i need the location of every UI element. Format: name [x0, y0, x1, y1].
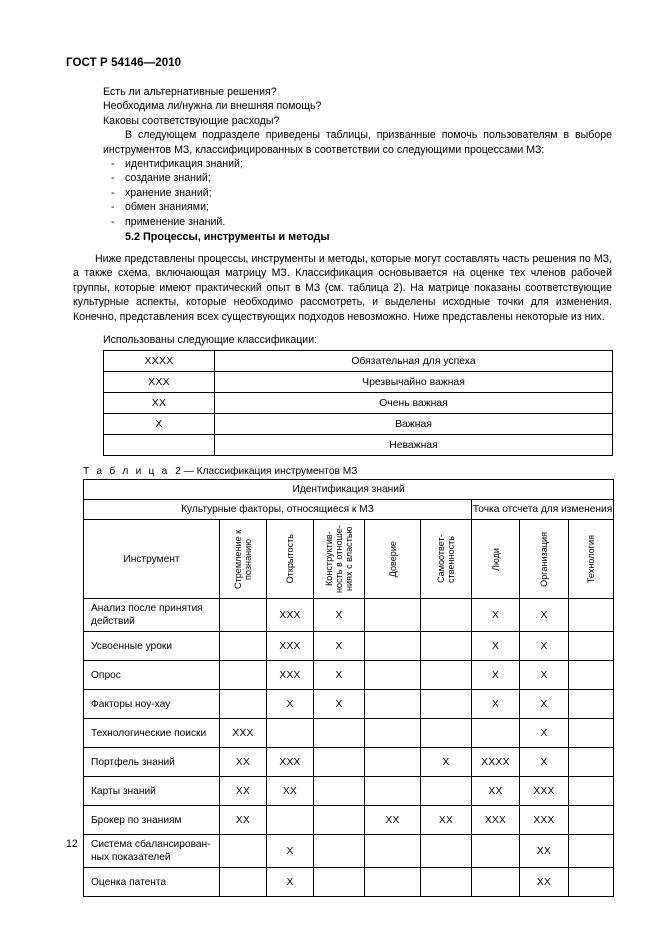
bullet-dash: -	[111, 158, 115, 171]
bullet-dash: -	[111, 172, 115, 185]
matrix-cell	[365, 719, 421, 748]
table-row	[84, 806, 614, 835]
matrix-tool-name: Портфель знаний	[84, 748, 220, 777]
section-paragraph-2: Использованы следующие классификации:	[103, 334, 318, 346]
matrix-cell	[365, 777, 421, 806]
matrix-tool-name: Оценка патента	[84, 868, 220, 897]
caption-dash: —	[183, 466, 194, 477]
matrix-cell	[569, 777, 614, 806]
matrix-cell	[472, 835, 520, 868]
matrix-cell: X	[520, 632, 569, 661]
matrix-cell: XXX	[267, 661, 314, 690]
matrix-cell	[421, 777, 472, 806]
classification-legend-table	[103, 350, 613, 456]
matrix-table-head	[84, 480, 614, 599]
matrix-cell	[421, 868, 472, 897]
matrix-cell	[365, 868, 421, 897]
matrix-cell: X	[314, 599, 365, 632]
matrix-tool-name: Технологические поиски	[84, 719, 220, 748]
matrix-cell: XX	[220, 748, 267, 777]
matrix-cell	[314, 748, 365, 777]
matrix-cell: X	[520, 599, 569, 632]
matrix-cell	[267, 806, 314, 835]
matrix-cell	[220, 868, 267, 897]
list-item-label: хранение знаний;	[125, 186, 212, 199]
matrix-cell	[314, 868, 365, 897]
matrix-tool-name: Факторы ноу-хау	[84, 690, 220, 719]
matrix-cell: XXX	[520, 777, 569, 806]
section-paragraph-1: Ниже представлены процессы, инструменты и методы, которые могут составлять часть решения по МЗ, а также схема, включающая матрицу МЗ. Классификация основывается на оценке тех членов рабочей группы, которые имеют практический опыт в МЗ (см. таблица 2). На матрице показаны соответствующие культурные аспекты, которые необходимо рассмотреть, и выделены исходные точки для изменения. Конечно, представления всех существующих подходов невозможно. Ниже представлены некоторые из них.	[73, 253, 612, 323]
matrix-tool-name: Брокер по знаниям	[84, 806, 220, 835]
matrix-cell	[314, 719, 365, 748]
legend-table-body	[104, 351, 613, 456]
bullet-dash: -	[111, 186, 115, 199]
matrix-table-body	[84, 599, 614, 897]
table-row	[84, 777, 614, 806]
matrix-cell	[421, 719, 472, 748]
table-row	[104, 372, 613, 393]
matrix-cell: XXXX	[472, 748, 520, 777]
matrix-cell	[314, 806, 365, 835]
list-item-label: идентификация знаний;	[125, 158, 243, 171]
matrix-col-striving: Стремление к познанию	[220, 520, 267, 599]
page-number: 12	[66, 838, 78, 850]
table-row	[84, 719, 614, 748]
matrix-cell: XX	[520, 835, 569, 868]
matrix-cell: X	[421, 748, 472, 777]
matrix-tool-name: Усвоенные уроки	[84, 632, 220, 661]
list-item	[103, 186, 612, 200]
matrix-cell: XXX	[267, 599, 314, 632]
list-item	[103, 215, 612, 229]
matrix-cell	[365, 690, 421, 719]
matrix-cell: XX	[220, 777, 267, 806]
bullet-dash: -	[111, 215, 115, 228]
matrix-tool-name: Опрос	[84, 661, 220, 690]
matrix-cell	[421, 632, 472, 661]
matrix-col-people: Люди	[472, 520, 520, 599]
caption-label: Т а б л и ц а	[83, 466, 170, 477]
legend-code	[104, 435, 215, 456]
matrix-cell	[569, 632, 614, 661]
matrix-col-organization: Организация	[520, 520, 569, 599]
matrix-cell: XX	[220, 806, 267, 835]
legend-code: XX	[104, 393, 215, 414]
matrix-table-caption	[83, 466, 357, 477]
matrix-cell	[569, 806, 614, 835]
matrix-cell: XX	[421, 806, 472, 835]
matrix-cell: X	[520, 748, 569, 777]
intro-question-2: Необходима ли/нужна ли внешняя помощь?	[103, 100, 322, 113]
legend-meaning: Обязательная для успеха	[215, 351, 613, 372]
list-item	[103, 171, 612, 185]
matrix-cell: X	[520, 690, 569, 719]
table-row	[84, 835, 614, 868]
document-header: ГОСТ Р 54146—2010	[66, 57, 182, 69]
matrix-cell	[421, 599, 472, 632]
matrix-cell: XXX	[220, 719, 267, 748]
matrix-cell: XX	[267, 777, 314, 806]
matrix-header-row-groups	[84, 500, 614, 520]
list-item	[103, 200, 612, 214]
bullet-dash: -	[111, 201, 115, 214]
table-row	[84, 661, 614, 690]
table-row	[84, 599, 614, 632]
caption-title: Классификация инструментов МЗ	[196, 466, 358, 477]
matrix-cell	[569, 661, 614, 690]
matrix-tool-name: Карты знаний	[84, 777, 220, 806]
matrix-cell: X	[520, 719, 569, 748]
matrix-tool-name: Система сбалансирован-ных показателей	[84, 835, 220, 868]
matrix-cell	[421, 661, 472, 690]
matrix-cell: X	[267, 868, 314, 897]
matrix-cell: X	[472, 632, 520, 661]
matrix-cell	[472, 719, 520, 748]
matrix-tool-name: Анализ после принятия действий	[84, 599, 220, 632]
matrix-cell: X	[267, 690, 314, 719]
matrix-cell: XX	[520, 868, 569, 897]
matrix-cell	[421, 690, 472, 719]
legend-code: X	[104, 414, 215, 435]
matrix-cell	[421, 835, 472, 868]
matrix-cell: X	[314, 632, 365, 661]
matrix-cell: X	[472, 599, 520, 632]
legend-code: XXXX	[104, 351, 215, 372]
matrix-cell	[569, 748, 614, 777]
list-item-label: создание знаний;	[125, 172, 211, 185]
table-row	[84, 868, 614, 897]
matrix-cell: X	[472, 690, 520, 719]
matrix-cell	[220, 661, 267, 690]
knowledge-tools-matrix-table	[83, 479, 614, 897]
table-row	[84, 748, 614, 777]
matrix-cell: X	[472, 661, 520, 690]
list-item-label: обмен знаниями;	[125, 201, 209, 214]
legend-code: XXX	[104, 372, 215, 393]
matrix-cell	[365, 835, 421, 868]
legend-meaning: Чрезвычайно важная	[215, 372, 613, 393]
matrix-cell	[220, 599, 267, 632]
matrix-cell: X	[314, 661, 365, 690]
matrix-header-row-columns	[84, 520, 614, 599]
legend-meaning: Важная	[215, 414, 613, 435]
matrix-col-trust: Доверие	[365, 520, 421, 599]
table-row	[104, 435, 613, 456]
matrix-col-technology: Технология	[569, 520, 614, 599]
matrix-col-instrument: Инструмент	[84, 520, 220, 599]
section-text-block	[73, 252, 612, 324]
caption-number: 2	[175, 466, 181, 477]
matrix-cell: XXX	[267, 748, 314, 777]
intro-paragraph: В следующем подразделе приведены таблицы, призванные помочь пользователям в выборе инструментов МЗ, классифицированных в соответствии со следующими процессами МЗ:	[103, 129, 612, 156]
table-row	[84, 690, 614, 719]
matrix-cell	[220, 632, 267, 661]
intro-question-3: Каковы соответствующие расходы?	[103, 114, 280, 127]
matrix-cell: X	[267, 835, 314, 868]
intro-question-1: Есть ли альтернативные решения?	[103, 86, 277, 98]
matrix-cell	[365, 632, 421, 661]
legend-meaning: Неважная	[215, 435, 613, 456]
process-list	[103, 157, 612, 229]
matrix-cell	[314, 835, 365, 868]
matrix-cell	[267, 719, 314, 748]
matrix-cell: XXX	[472, 806, 520, 835]
matrix-cell: X	[520, 661, 569, 690]
matrix-cell: XXX	[267, 632, 314, 661]
matrix-cell	[314, 777, 365, 806]
section-heading: 5.2 Процессы, инструменты и методы	[125, 231, 330, 243]
matrix-cell: XX	[472, 777, 520, 806]
list-item-label: применение знаний.	[125, 215, 226, 228]
matrix-col-self-responsibility: Самоответ- ственность	[421, 520, 472, 599]
intro-text-block	[103, 85, 612, 229]
table-row	[104, 414, 613, 435]
matrix-cell: X	[314, 690, 365, 719]
table-row	[84, 632, 614, 661]
matrix-group-culture: Культурные факторы, относящиеся к МЗ	[84, 500, 472, 520]
matrix-cell	[220, 690, 267, 719]
matrix-cell	[569, 690, 614, 719]
matrix-cell	[220, 835, 267, 868]
matrix-cell	[365, 661, 421, 690]
list-item	[103, 157, 612, 171]
matrix-cell	[569, 835, 614, 868]
matrix-cell: XX	[365, 806, 421, 835]
matrix-cell: XXX	[520, 806, 569, 835]
matrix-header-row-top	[84, 480, 614, 500]
matrix-col-openness: Открытость	[267, 520, 314, 599]
matrix-cell	[472, 868, 520, 897]
table-row	[104, 393, 613, 414]
matrix-col-constructiveness: Конструктив- ность в отноше- ниях с властью	[314, 520, 365, 599]
matrix-cell	[569, 599, 614, 632]
matrix-cell	[569, 868, 614, 897]
matrix-top-group-header: Идентификация знаний	[84, 480, 614, 500]
matrix-cell	[569, 719, 614, 748]
matrix-cell	[365, 599, 421, 632]
legend-meaning: Очень важная	[215, 393, 613, 414]
matrix-cell	[365, 748, 421, 777]
table-row	[104, 351, 613, 372]
matrix-group-startpoint: Точка отсчета для изменения	[472, 500, 614, 520]
